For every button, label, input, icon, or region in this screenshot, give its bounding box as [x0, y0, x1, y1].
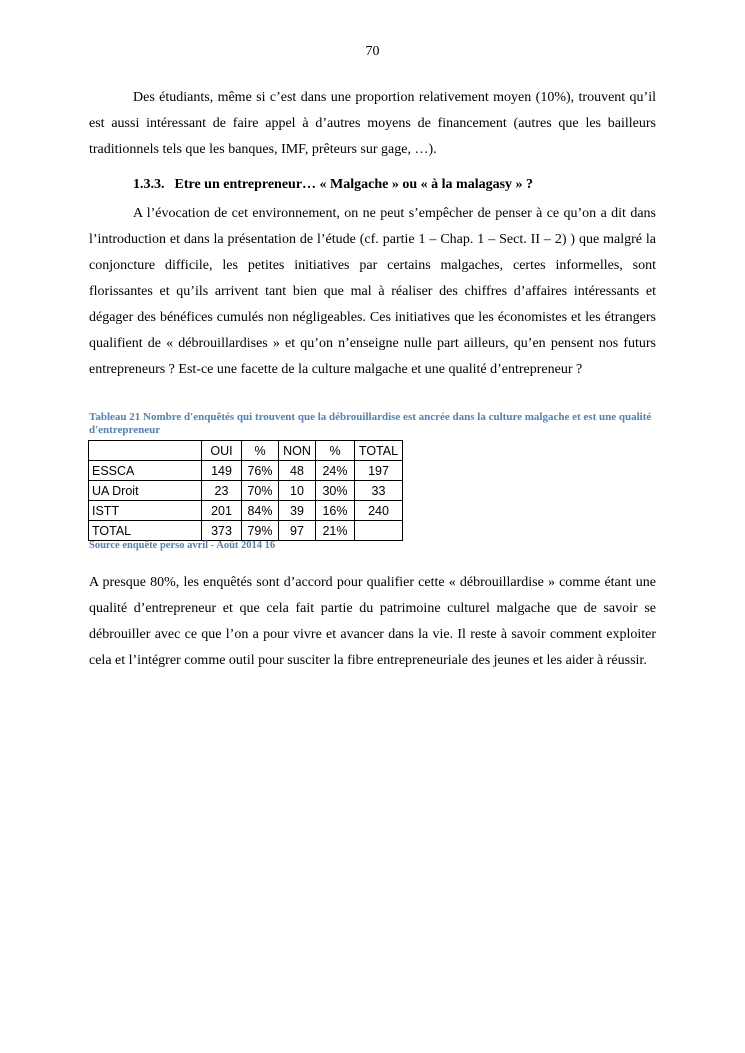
table-row — [89, 501, 403, 521]
paragraph-conclusion: A presque 80%, les enquêtés sont d’accord pour qualifier cette « débrouillardise » comme étant une qualité d’entrepreneur et que cela fait partie du patrimoine culturel malgache que de savoir se débrouiller avec ce que l’on a pour vivre et avancer dans la vie. Il reste à savoir comment exploiter cela et l’intégrer comme outil pour susciter la fibre entrepreneuriale des jeunes et les aider à réussir. — [89, 575, 656, 668]
section-number: 1.3.3. — [133, 177, 165, 192]
section-title: Etre un entrepreneur… « Malgache » ou « à la malagasy » ? — [174, 177, 534, 192]
header-cell: OUI — [202, 441, 242, 461]
table-caption: Tableau 21 Nombre d'enquêtés qui trouvent que la débrouillardise est ancrée dans la culture malgache et est une qualité d'entrepreneur — [89, 411, 652, 436]
header-cell — [89, 441, 202, 461]
table-cell: 10 — [279, 481, 316, 501]
header-cell: NON — [279, 441, 316, 461]
table-cell: 79% — [242, 521, 279, 541]
table-cell: 30% — [316, 481, 355, 501]
table-source: Source enquête perso avril - Août 2014 16 — [89, 540, 276, 551]
section-heading — [133, 177, 533, 193]
header-cell: % — [316, 441, 355, 461]
table-cell: 33 — [355, 481, 403, 501]
table-cell: 97 — [279, 521, 316, 541]
table-cell — [355, 521, 403, 541]
table-row — [89, 481, 403, 501]
table-cell: 197 — [355, 461, 403, 481]
row-label: UA Droit — [89, 481, 202, 501]
table-cell: 240 — [355, 501, 403, 521]
table-cell: 84% — [242, 501, 279, 521]
table-cell: 16% — [316, 501, 355, 521]
table-row — [89, 461, 403, 481]
table-cell: 39 — [279, 501, 316, 521]
row-label: ISTT — [89, 501, 202, 521]
paragraph-environment: A l’évocation de cet environnement, on ne peut s’empêcher de penser à ce qu’on a dit dans l’introduction et dans la présentation de l’étude (cf. partie 1 – Chap. 1 – Sect. II – 2) ) que malgré la conjoncture difficile, les petites initiatives par certains malgaches, certes informelles, sont florissantes et qu’ils arrivent tant bien que mal à réaliser des chiffres d’affaires intéressants et dégager des bénéfices cumulés non négligeables. Ces initiatives que les économistes et les étrangers qualifient de « débrouillardises » et qu’on n’enseigne nulle part ailleurs, qu’en pensent nos futurs entrepreneurs ? Est-ce une facette de la culture malgache et une qualité d’entrepreneur ? — [89, 206, 656, 377]
header-cell: TOTAL — [355, 441, 403, 461]
table-cell: 149 — [202, 461, 242, 481]
header-cell: % — [242, 441, 279, 461]
table-cell: 201 — [202, 501, 242, 521]
table-cell: 373 — [202, 521, 242, 541]
table-cell: 76% — [242, 461, 279, 481]
row-label: TOTAL — [89, 521, 202, 541]
table-total-row — [89, 521, 403, 541]
table-cell: 21% — [316, 521, 355, 541]
survey-table — [88, 440, 403, 541]
table-cell: 24% — [316, 461, 355, 481]
page-number: 70 — [365, 44, 380, 59]
table-cell: 23 — [202, 481, 242, 501]
table-header-row — [89, 441, 403, 461]
table-cell: 48 — [279, 461, 316, 481]
paragraph-financing: Des étudiants, même si c’est dans une proportion relativement moyen (10%), trouvent qu’il est aussi intéressant de faire appel à d’autres moyens de financement (autres que les bailleurs traditionnels tels que les banques, IMF, prêteurs sur gage, …). — [89, 90, 656, 157]
table-cell: 70% — [242, 481, 279, 501]
row-label: ESSCA — [89, 461, 202, 481]
